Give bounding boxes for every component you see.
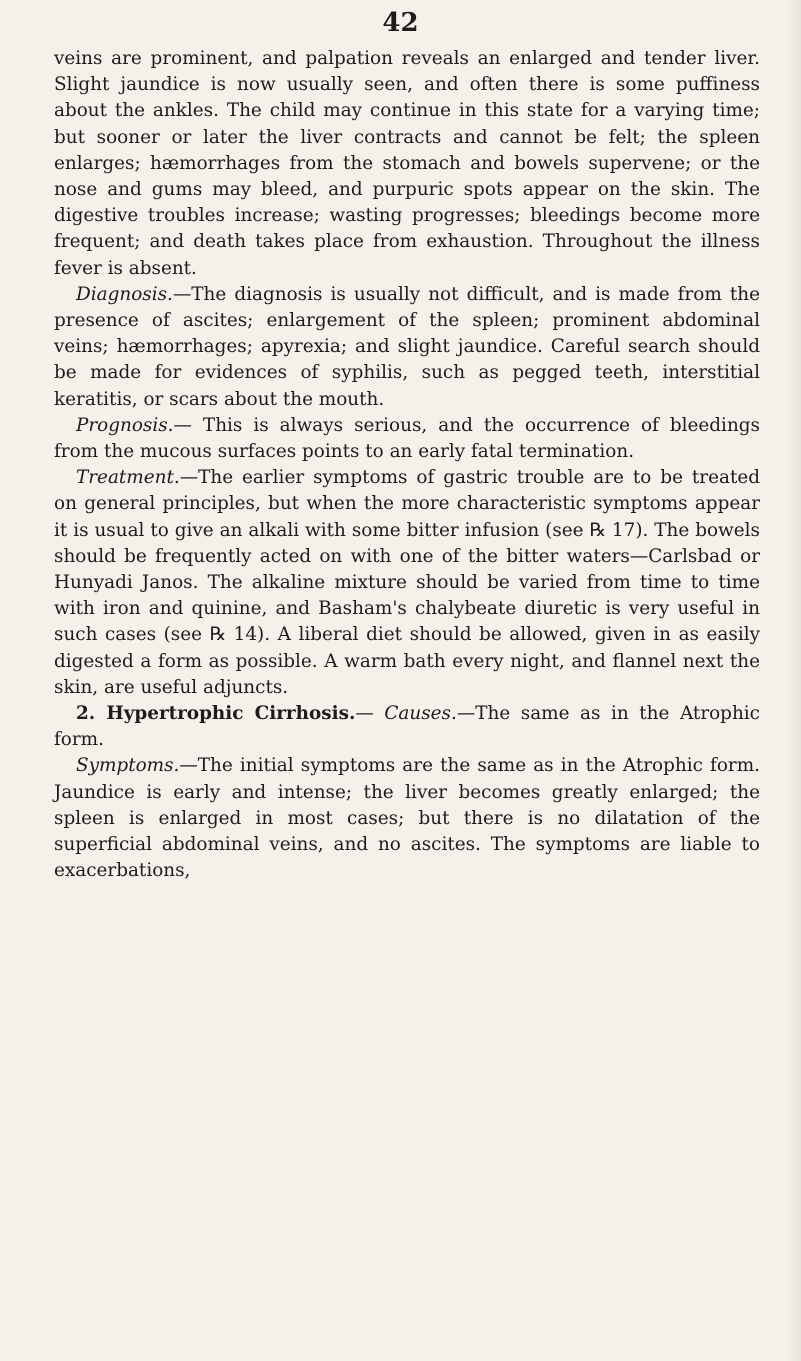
symptoms-text: —The initial symptoms are the same as in the Atrophic form. Jaundice is early and intense; the liver becomes greatly enlarged; the spleen is enlarged in most cases; but there is no dilatation of the superficial abdominal veins, and no ascites. The symptoms are liable to exacerbations, [54,755,760,882]
paragraph-treatment [54,465,760,701]
paragraph-symptoms [54,753,760,884]
paragraph-continued: veins are prominent, and palpation reveals an enlarged and tender liver. Slight jaundice is now usually seen, and often there is some puffiness about the ankles. The child may continue in this state for a varying time; but sooner or later the liver contracts and cannot be felt; the spleen enlarges; hæmorrhages from the stomach and bowels supervene; or the nose and gums may bleed, and purpuric spots appear on the skin. The digestive troubles increase; wasting progresses; bleedings become more frequent; and death takes place from exhaustion. Throughout the illness fever is absent. [54,48,760,279]
symptoms-heading: Symptoms. [76,755,180,777]
causes-text: —The same as in the Atrophic form. [54,703,760,751]
diagnosis-text: —The diagnosis is usually not difficult, and is made from the presence of ascites; enlargement of the spleen; prominent abdominal veins; hæmorrhages; apyrexia; and slight jaundice. Careful search should be made for evidences of syphilis, such as pegged teeth, interstitial keratitis, or scars about the mouth. [54,283,760,410]
page-edge-shadow [787,0,801,1361]
prognosis-text: — This is always serious, and the occurrence of bleedings from the mucous surfaces points to an early fatal termination. [54,414,760,463]
paragraph-diagnosis [54,282,760,413]
prognosis-heading: Prognosis. [76,414,174,436]
page-number: 42 [382,8,419,38]
hypertrophic-heading: 2. Hypertrophic Cirrhosis. [76,703,356,725]
causes-label: Causes. [384,703,457,725]
paragraph-hypertrophic-cirrhosis: 2. Hypertrophic Cirrhosis.— Causes.—The same as in the Atrophic form. [54,703,760,751]
diagnosis-heading: Diagnosis. [76,283,173,305]
treatment-heading: Treatment. [76,467,180,489]
treatment-text: —The earlier symptoms of gastric trouble are to be treated on general principles, but when the more characteristic symptoms appear it is usual to give an alkali with some bitter infusion (see ℞ 17). The bowels should be frequently acted on with one of the bitter waters—Carlsbad or Hunyadi Janos. The alkaline mixture should be varied from time to time with iron and quinine, and Basham's chalybeate diuretic is very useful in such cases (see ℞ 14). A liberal diet should be allowed, given in as easily digested a form as possible. A warm bath every night, and flannel next the skin, are useful adjuncts. [54,467,760,698]
page-body [54,46,760,885]
paragraph-prognosis [54,413,760,465]
